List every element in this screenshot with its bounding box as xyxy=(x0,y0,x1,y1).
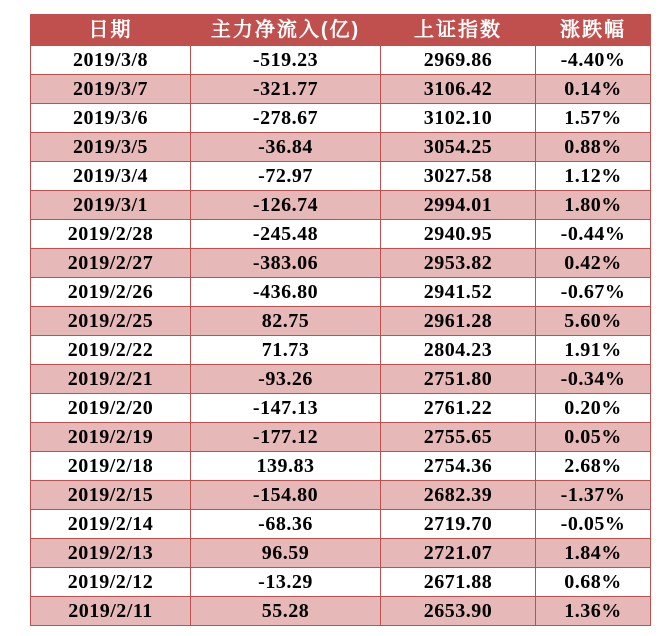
column-header-date: 日期 xyxy=(31,15,191,46)
cell-change-pct: 0.88% xyxy=(536,133,651,162)
cell-change-pct: -0.34% xyxy=(536,365,651,394)
cell-sse-index: 2961.28 xyxy=(381,307,536,336)
cell-change-pct: 1.84% xyxy=(536,539,651,568)
cell-sse-index: 2751.80 xyxy=(381,365,536,394)
cell-date: 2019/2/27 xyxy=(31,249,191,278)
cell-date: 2019/2/11 xyxy=(31,597,191,626)
cell-net-inflow: -245.48 xyxy=(191,220,381,249)
cell-date: 2019/2/21 xyxy=(31,365,191,394)
table-row xyxy=(31,452,651,481)
cell-date: 2019/3/7 xyxy=(31,75,191,104)
cell-change-pct: 0.14% xyxy=(536,75,651,104)
cell-change-pct: 1.80% xyxy=(536,191,651,220)
cell-sse-index: 3106.42 xyxy=(381,75,536,104)
cell-sse-index: 2969.86 xyxy=(381,46,536,75)
cell-net-inflow: -177.12 xyxy=(191,423,381,452)
cell-net-inflow: -72.97 xyxy=(191,162,381,191)
table-header-row xyxy=(31,15,651,46)
cell-change-pct: 5.60% xyxy=(536,307,651,336)
cell-sse-index: 2653.90 xyxy=(381,597,536,626)
cell-date: 2019/2/13 xyxy=(31,539,191,568)
cell-change-pct: -4.40% xyxy=(536,46,651,75)
cell-date: 2019/2/19 xyxy=(31,423,191,452)
table-row xyxy=(31,365,651,394)
table-body xyxy=(31,46,651,626)
table-row xyxy=(31,191,651,220)
table-row xyxy=(31,336,651,365)
table-row xyxy=(31,481,651,510)
table-row xyxy=(31,568,651,597)
table-header xyxy=(31,15,651,46)
table-row xyxy=(31,597,651,626)
cell-date: 2019/2/26 xyxy=(31,278,191,307)
table-row xyxy=(31,510,651,539)
cell-change-pct: -1.37% xyxy=(536,481,651,510)
cell-sse-index: 2940.95 xyxy=(381,220,536,249)
cell-date: 2019/2/14 xyxy=(31,510,191,539)
cell-date: 2019/2/22 xyxy=(31,336,191,365)
table-row xyxy=(31,278,651,307)
cell-date: 2019/2/28 xyxy=(31,220,191,249)
cell-change-pct: 0.20% xyxy=(536,394,651,423)
table-row xyxy=(31,249,651,278)
column-header-change-pct: 涨跌幅 xyxy=(536,15,651,46)
cell-net-inflow: -436.80 xyxy=(191,278,381,307)
table-row xyxy=(31,394,651,423)
cell-date: 2019/2/20 xyxy=(31,394,191,423)
cell-net-inflow: -278.67 xyxy=(191,104,381,133)
cell-net-inflow: 82.75 xyxy=(191,307,381,336)
cell-date: 2019/3/1 xyxy=(31,191,191,220)
cell-net-inflow: -147.13 xyxy=(191,394,381,423)
cell-change-pct: 1.36% xyxy=(536,597,651,626)
cell-sse-index: 2953.82 xyxy=(381,249,536,278)
cell-sse-index: 2761.22 xyxy=(381,394,536,423)
cell-net-inflow: 96.59 xyxy=(191,539,381,568)
cell-net-inflow: -13.29 xyxy=(191,568,381,597)
cell-sse-index: 2671.88 xyxy=(381,568,536,597)
cell-sse-index: 3054.25 xyxy=(381,133,536,162)
cell-net-inflow: -68.36 xyxy=(191,510,381,539)
cell-date: 2019/3/4 xyxy=(31,162,191,191)
cell-date: 2019/3/6 xyxy=(31,104,191,133)
cell-change-pct: 0.05% xyxy=(536,423,651,452)
cell-net-inflow: -519.23 xyxy=(191,46,381,75)
cell-sse-index: 2941.52 xyxy=(381,278,536,307)
cell-sse-index: 2682.39 xyxy=(381,481,536,510)
cell-sse-index: 2994.01 xyxy=(381,191,536,220)
table-row xyxy=(31,539,651,568)
table-row xyxy=(31,162,651,191)
table-row xyxy=(31,133,651,162)
cell-change-pct: 1.91% xyxy=(536,336,651,365)
cell-change-pct: 2.68% xyxy=(536,452,651,481)
cell-date: 2019/2/12 xyxy=(31,568,191,597)
column-header-sse-index: 上证指数 xyxy=(381,15,536,46)
cell-change-pct: -0.44% xyxy=(536,220,651,249)
cell-sse-index: 3102.10 xyxy=(381,104,536,133)
cell-sse-index: 2721.07 xyxy=(381,539,536,568)
cell-change-pct: -0.67% xyxy=(536,278,651,307)
cell-change-pct: 1.12% xyxy=(536,162,651,191)
table-row xyxy=(31,46,651,75)
column-header-net-inflow: 主力净流入(亿) xyxy=(191,15,381,46)
table-row xyxy=(31,104,651,133)
cell-net-inflow: -321.77 xyxy=(191,75,381,104)
cell-sse-index: 2754.36 xyxy=(381,452,536,481)
cell-net-inflow: -93.26 xyxy=(191,365,381,394)
cell-date: 2019/2/25 xyxy=(31,307,191,336)
cell-net-inflow: -36.84 xyxy=(191,133,381,162)
cell-sse-index: 2719.70 xyxy=(381,510,536,539)
cell-net-inflow: 71.73 xyxy=(191,336,381,365)
cell-date: 2019/2/15 xyxy=(31,481,191,510)
cell-date: 2019/3/5 xyxy=(31,133,191,162)
cell-sse-index: 3027.58 xyxy=(381,162,536,191)
table-row xyxy=(31,220,651,249)
cell-date: 2019/2/18 xyxy=(31,452,191,481)
cell-net-inflow: 139.83 xyxy=(191,452,381,481)
cell-sse-index: 2755.65 xyxy=(381,423,536,452)
cell-change-pct: 1.57% xyxy=(536,104,651,133)
cell-date: 2019/3/8 xyxy=(31,46,191,75)
cell-net-inflow: -383.06 xyxy=(191,249,381,278)
table-row xyxy=(31,423,651,452)
cell-change-pct: -0.05% xyxy=(536,510,651,539)
cell-net-inflow: -154.80 xyxy=(191,481,381,510)
cell-net-inflow: -126.74 xyxy=(191,191,381,220)
table-row xyxy=(31,75,651,104)
cell-sse-index: 2804.23 xyxy=(381,336,536,365)
market-fund-flow-table xyxy=(30,14,651,626)
cell-net-inflow: 55.28 xyxy=(191,597,381,626)
cell-change-pct: 0.68% xyxy=(536,568,651,597)
cell-change-pct: 0.42% xyxy=(536,249,651,278)
table-row xyxy=(31,307,651,336)
